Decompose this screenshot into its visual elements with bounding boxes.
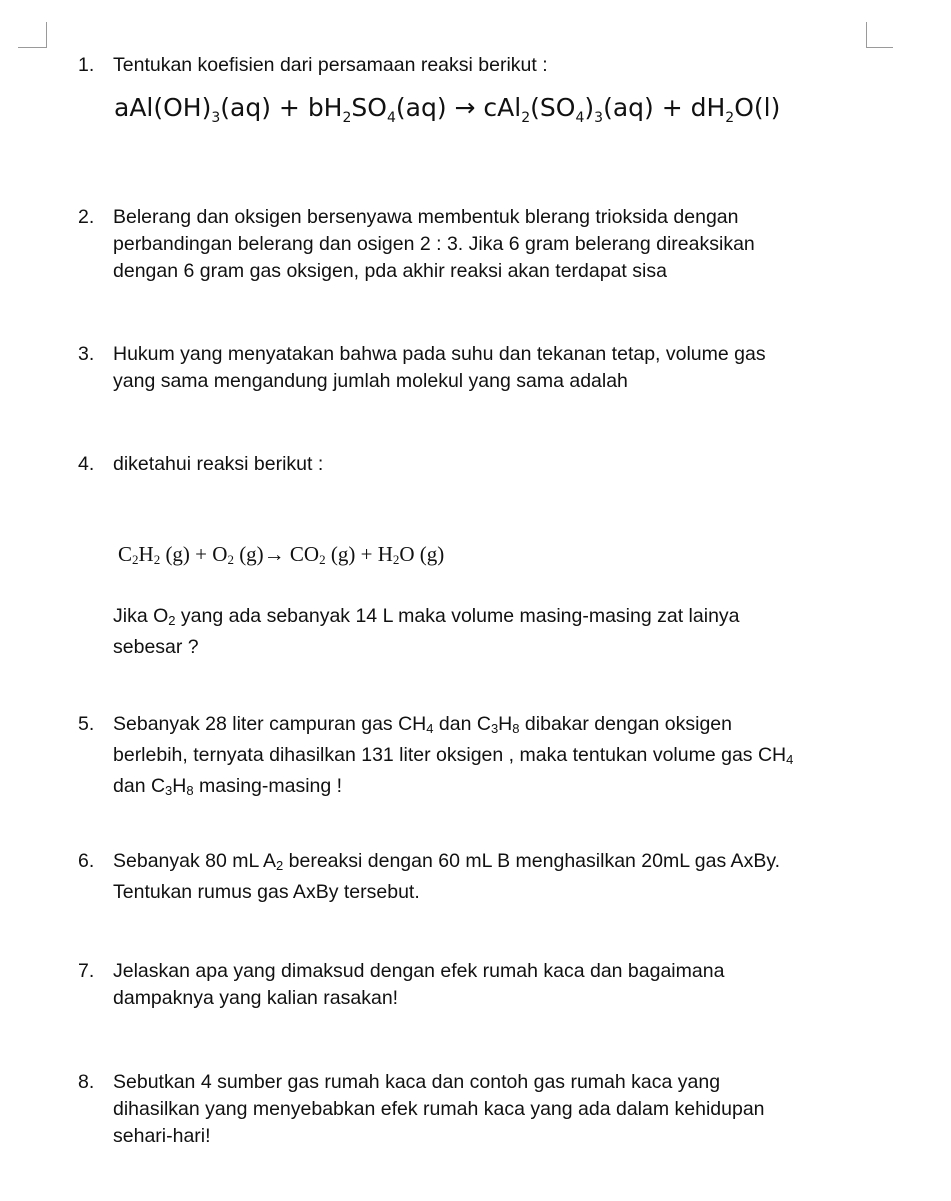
margin-corner-mark-top-left-vertical <box>46 22 47 48</box>
question-text-line: Sebutkan 4 sumber gas rumah kaca dan contoh gas rumah kaca yang <box>113 1071 721 1093</box>
question-text-line: Sebanyak 28 liter campuran gas CH4 dan C3H8 dibakar dengan oksigen <box>113 713 732 736</box>
question-number: 5. <box>78 713 95 735</box>
question-number: 2. <box>78 206 95 228</box>
question-text-line: Belerang dan oksigen bersenyawa membentuk blerang trioksida dengan <box>113 206 739 228</box>
question-number: 6. <box>78 850 95 872</box>
question-text-line: sehari-hari! <box>113 1125 211 1147</box>
margin-corner-mark-top-right <box>866 47 893 48</box>
question-text-line: Tentukan rumus gas AxBy tersebut. <box>113 881 420 903</box>
question-number: 4. <box>78 453 95 475</box>
margin-corner-mark-top-left <box>18 47 47 48</box>
equation-aluminium-hydroxide-sulfuric-acid: $aAl(OH)_3(aq) + bH_2SO_4(aq) \to cAl_2(SO_4)_3(aq) + dH_2O(l)$ <box>114 93 781 126</box>
question-number: 1. <box>78 54 95 76</box>
question-text-line: berlebih, ternyata dihasilkan 131 liter oksigen , maka tentukan volume gas CH4 <box>113 744 794 767</box>
question-number: 7. <box>78 960 95 982</box>
question-text-line: sebesar ? <box>113 636 199 658</box>
question-text-line: Jika O2 yang ada sebanyak 14 L maka volume masing-masing zat lainya <box>113 605 740 628</box>
margin-corner-mark-top-right-vertical <box>866 22 867 48</box>
question-number: 3. <box>78 343 95 365</box>
question-text: Tentukan koefisien dari persamaan reaksi berikut : <box>113 54 548 76</box>
question-text-line: dan C3H8 masing-masing ! <box>113 775 343 798</box>
question-text-line: dampaknya yang kalian rasakan! <box>113 987 399 1009</box>
question-text-line: Hukum yang menyatakan bahwa pada suhu dan tekanan tetap, volume gas <box>113 343 766 365</box>
question-number: 8. <box>78 1071 95 1093</box>
question-text-line: Jelaskan apa yang dimaksud dengan efek rumah kaca dan bagaimana <box>113 960 725 982</box>
question-text: diketahui reaksi berikut : <box>113 453 324 475</box>
question-text-line: yang sama mengandung jumlah molekul yang sama adalah <box>113 370 628 392</box>
question-text-line: dengan 6 gram gas oksigen, pda akhir reaksi akan terdapat sisa <box>113 260 667 282</box>
question-text-line: Sebanyak 80 mL A2 bereaksi dengan 60 mL B menghasilkan 20mL gas AxBy. <box>113 850 781 873</box>
question-text-line: perbandingan belerang dan osigen 2 : 3. Jika 6 gram belerang direaksikan <box>113 233 755 255</box>
question-text-line: dihasilkan yang menyebabkan efek rumah kaca yang ada dalam kehidupan <box>113 1098 765 1120</box>
equation-acetylene-combustion: $C_2H_2$ $(g) + O_2$ $(g)\to CO_2$ $(g) + H_2O$ (g) <box>118 542 445 567</box>
